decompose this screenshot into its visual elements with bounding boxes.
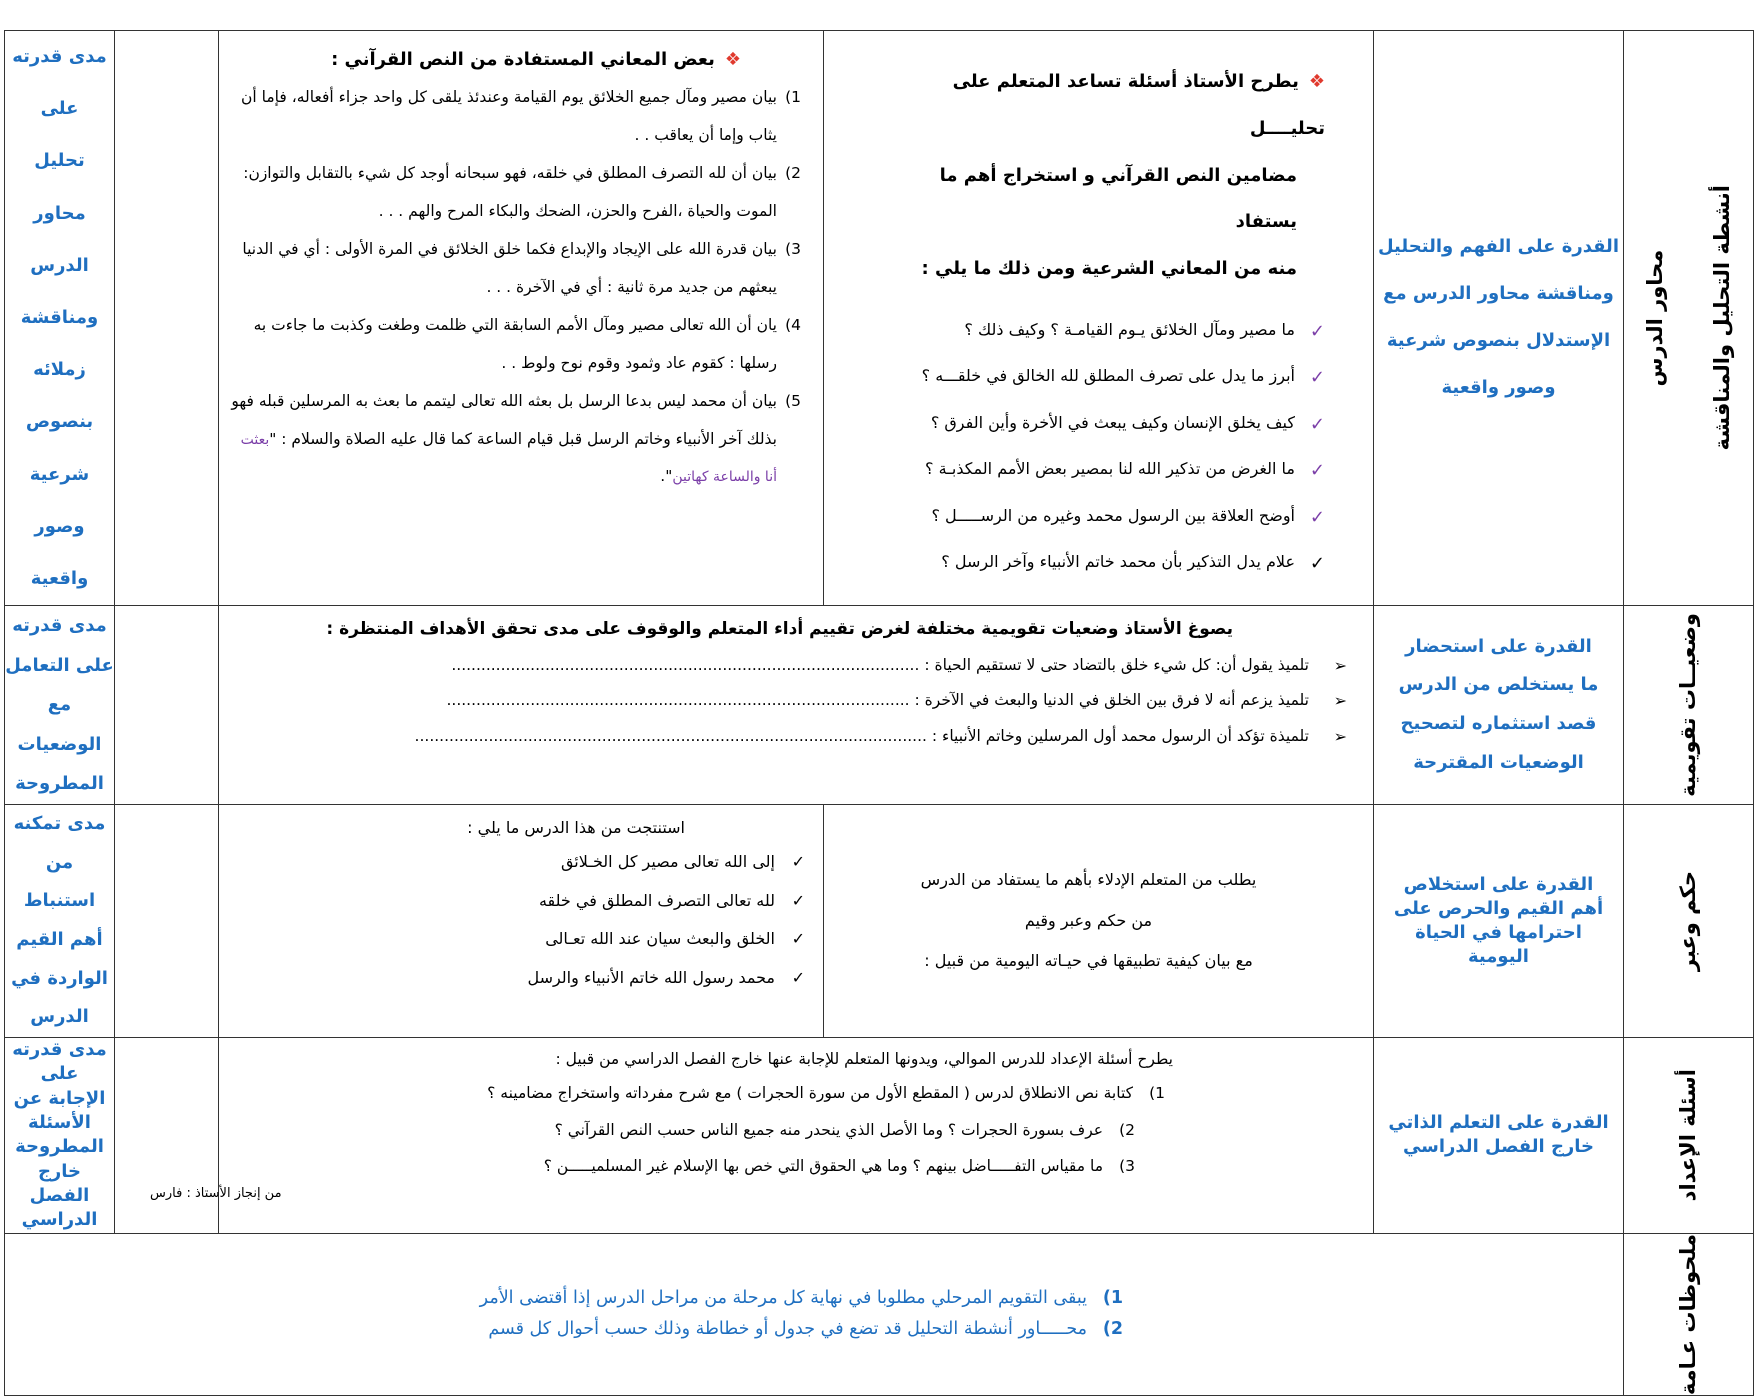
evaluation-line: وصور واقعية: [30, 515, 89, 589]
meaning-item: 2) بيان أن لله التصرف المطلق في خلقه، فهو سبحانه أوجد كل شيء بالتقابل والتوازن: الموت والحياة ،الفرح والحزن، الضحك والبكاء المرح والهم . . .: [243, 163, 801, 220]
meaning-item: 5) بيان أن محمد ليس بدعا الرسل بل بعثه الله تعالى ليتمم ما بعث به المرسلين قبله فهو بذلك آخر الأنبياء وخاتم الرسل قبل قيام الساعة كما قال عليه الصلاة والسلام : "بعثت أنا والساعة كهاتين".: [231, 391, 801, 486]
request-line: مع بيان كيفية تطبيقها في حيـاته اليومية من قبيل :: [924, 951, 1253, 971]
competency-line: ومناقشة محاور الدرس مع: [1383, 283, 1614, 305]
notes-list: [25, 1283, 1123, 1344]
preparation-intro: يطرح أسئلة الإعداد للدرس الموالي، ويدونها المتعلم للإجابة عنها خارج الفصل الدراسي من قبيل :: [555, 1050, 1173, 1069]
competency-line: وصور واقعية: [1441, 376, 1556, 398]
assessment-intro: يصوغ الأستاذ وضعيات تقويمية مختلفة لغرض تقييم أداء المتعلم والوقوف على مدى تحقق الأهداف المنتظرة :: [326, 619, 1233, 640]
wisdom-phase-cell: [1624, 805, 1754, 1038]
evaluation-line: الواردة في الدرس: [11, 967, 108, 1028]
arrow-bullet-icon: ➢: [1333, 727, 1347, 747]
diamond-bullet-icon: ❖: [724, 49, 741, 70]
evaluation-line: استنباط أهم القيم: [16, 890, 103, 951]
assessment-phase-cell: [1624, 606, 1754, 805]
evaluation-line: تحليل محاور الدرس: [30, 150, 89, 276]
evaluation-line: على التعامل مع: [5, 654, 114, 716]
wisdom-empty-cell: [115, 805, 219, 1038]
preparation-phase-cell: [1624, 1038, 1754, 1233]
preparation-phase-label: أسئلة الإعداد: [1676, 1069, 1701, 1202]
competency-line: القدرة على الفهم والتحليل: [1377, 236, 1619, 258]
check-icon: ✓: [791, 852, 805, 872]
wisdom-row: [5, 805, 1754, 1038]
analysis-activity-cell: [824, 31, 1374, 606]
question-item: ✓ علام يدل التذكير بأن محمد خاتم الأنبياء وآخر الرسل ؟: [884, 551, 1325, 573]
analysis-phase-cell: [1624, 31, 1754, 606]
meaning-item: 1) بيان مصير ومآل جميع الخلائق يوم القيامة وعندئذ يلقى كل واحد جزاء أفعاله، فإما أن يثاب وإما أن يعاقب . .: [241, 87, 801, 144]
preparation-row: [5, 1038, 1754, 1233]
wisdom-evaluation-cell: [5, 805, 115, 1038]
preparation-question: 1) كتابة نص الانطلاق لدرس ( المقطع الأول من سورة الحجرات ) مع شرح مفرداته واستخراج مضامينه ؟: [487, 1084, 1165, 1103]
note-item: 1) يبقى التقويم المرحلي مطلوبا في نهاية كل مرحلة من مراحل الدرس إذا أقتضى الأمر: [479, 1288, 1123, 1309]
question-item: ✓ أوضح العلاقة بين الرسول محمد وغيره من الرســـــل ؟: [884, 505, 1325, 527]
wisdom-request-cell: [824, 805, 1374, 1038]
conclusions-list: [219, 843, 815, 997]
evaluation-line: مدى تمكنه من: [13, 813, 106, 873]
assessment-item: ➢ تلميذة تؤكد أن الرسول محمد أول المرسلين وخاتم الأنبياء : ........................................................................................................: [235, 719, 1353, 755]
competency-text: القدرة على استخلاص أهم القيم والحرص على احترامها في الحياة اليومية: [1393, 873, 1604, 968]
analysis-competency-cell: [1374, 31, 1624, 606]
arrow-bullet-icon: ➢: [1333, 691, 1347, 711]
assessment-item: ➢ تلميذ يقول أن: كل شيء خلق بالتضاد حتى لا تستقيم الحياة : ...............................................................................................: [235, 648, 1353, 684]
assessment-activity-cell: [219, 606, 1374, 805]
check-icon: ✓: [1309, 367, 1325, 389]
assessment-row: [5, 606, 1754, 805]
author-footer: من إنجاز الأستاذ : فارس: [150, 1186, 282, 1201]
check-icon: ✓: [791, 890, 805, 910]
conclusion-item: ✓ الخلق والبعث سيان عند الله تعـالى: [219, 920, 815, 958]
competency-line: ما يستخلص من الدرس: [1398, 674, 1599, 696]
notes-phase-cell: [1624, 1233, 1754, 1395]
competency-line: الإستدلال بنصوص شرعية: [1386, 330, 1611, 352]
hadith-quote: بعثت أنا والساعة كهاتين: [240, 431, 777, 486]
evaluation-line: ومناقشة زملائه: [20, 306, 99, 381]
preparation-questions: [239, 1075, 1173, 1184]
intro-line: مضامين النص القرآني و استخراج أهم ما يستفاد: [939, 164, 1297, 233]
check-icon: ✓: [1309, 506, 1325, 528]
competency-text: القدرة على التعلم الذاتي خارج الفصل الدراسي: [1388, 1112, 1609, 1158]
note-item: 2) محـــــاور أنشطة التحليل قد تضع في جدول أو خطاطة وذلك حسب أحوال كل قسم: [488, 1319, 1123, 1340]
preparation-question: 3) ما مقياس التفـــــاضل بينهم ؟ وما هي الحقوق التي خص بها الإسلام غير المسلميـــــن ؟: [543, 1157, 1135, 1175]
evaluation-line: مدى قدرته على: [12, 1039, 107, 1085]
check-icon: ✓: [1309, 320, 1325, 342]
check-icon: ✓: [1309, 413, 1325, 435]
analysis-phase-label: أنشطة التحليل والمناقشة: [1709, 185, 1734, 451]
wisdom-conclusions-cell: [219, 805, 824, 1038]
assessment-evaluation-cell: [5, 606, 115, 805]
arrow-bullet-icon: ➢: [1333, 655, 1347, 675]
notes-content-cell: [5, 1233, 1624, 1395]
assessment-item: ➢ تلميذ يزعم أنه لا فرق بين الخلق في الدنيا والبعث في الآخرة : ..............................................................................................: [235, 683, 1353, 719]
conclusion-item: ✓ إلى الله تعالى مصير كل الخـلائق: [219, 843, 815, 881]
evaluation-line: مدى قدرته: [12, 615, 107, 637]
wisdom-competency-cell: [1374, 805, 1624, 1038]
check-icon: ✓: [1309, 552, 1325, 574]
meaning-item: 3) بيان قدرة الله على الإيجاد والإبداع فكما خلق الخلائق في المرة الأولى : أي في الدنيا يبعثهم من جديد مرة ثانية : أي في الآخرة . . .: [242, 239, 801, 296]
analysis-questions: [884, 319, 1325, 573]
evaluation-line: الوضعيات المطروحة: [15, 733, 104, 795]
notes-phase-label: ملحوظات عـامة: [1676, 1233, 1701, 1395]
request-line: من حكم وعبر وقيم: [1024, 910, 1153, 930]
assessment-items: [235, 648, 1353, 755]
analysis-evaluation-cell: [5, 31, 115, 606]
evaluation-line: الفصل الدراسي: [21, 1184, 98, 1231]
meanings-list: [231, 79, 801, 497]
conclusion-item: ✓ محمد رسول الله خاتم الأنبياء والرسل: [219, 959, 815, 997]
question-item: ✓ ما الغرض من تذكير الله لنا بمصير بعض الأمم المكذبـة ؟: [884, 458, 1325, 480]
assessment-empty-cell: [115, 606, 219, 805]
preparation-question: 2) عرف بسورة الحجرات ؟ وما الأصل الذي ينحدر منه جميع الناس حسب النص القرآني ؟: [554, 1120, 1135, 1139]
preparation-activity-cell: [219, 1038, 1374, 1233]
question-item: ✓ أبرز ما يدل على تصرف المطلق لله الخالق في خلقـــه ؟: [884, 365, 1325, 387]
intro-line: منه من المعاني الشرعية ومن ذلك ما يلي :: [921, 258, 1297, 280]
assessment-competency-cell: [1374, 606, 1624, 805]
question-item: ✓ ما مصير ومآل الخلائق يـوم القيامـة ؟ وكيف ذلك ؟: [884, 319, 1325, 341]
evaluation-line: مدى قدرته على: [12, 46, 107, 120]
wisdom-phase-label: حكم وعبر: [1676, 871, 1701, 972]
analysis-empty-cell: [115, 31, 219, 606]
meanings-title: ❖بعض المعاني المستفادة من النص القرآني :: [331, 49, 741, 70]
preparation-competency-cell: [1374, 1038, 1624, 1233]
question-item: ✓ كيف يخلق الإنسان وكيف يبعث في الأخرة وأين الفرق ؟: [884, 412, 1325, 434]
competency-line: القدرة على استحضار: [1405, 635, 1592, 657]
notes-row: [5, 1233, 1754, 1395]
competency-line: الوضعيات المقترحة: [1413, 751, 1584, 773]
conclusion-title: استنتجت من هذا الدرس ما يلي :: [467, 818, 685, 838]
request-line: يطلب من المتعلم الإدلاء بأهم ما يستفاد من الدرس: [920, 869, 1257, 889]
check-icon: ✓: [1309, 460, 1325, 482]
evaluation-line: المطروحة خارج: [15, 1136, 104, 1182]
preparation-empty-cell: [115, 1038, 219, 1233]
assessment-phase-label: وضعيــات تقويمية: [1676, 613, 1701, 797]
conclusion-item: ✓ لله تعالى التصرف المطلق في خلقه: [219, 882, 815, 920]
diamond-bullet-icon: ❖: [1308, 71, 1325, 92]
analysis-topic-label: محاور الدرس: [1643, 249, 1668, 387]
intro-line: يطرح الأستاذ أسئلة تساعد المتعلم على تحليــــل: [952, 71, 1325, 139]
competency-line: قصد استثماره لتصحيح: [1400, 713, 1597, 735]
check-icon: ✓: [791, 929, 805, 949]
analysis-meanings-cell: [219, 31, 824, 606]
analysis-intro: [884, 59, 1325, 293]
analysis-row: [5, 31, 1754, 606]
evaluation-line: الإجابة عن الأسئلة: [13, 1087, 106, 1134]
evaluation-line: بنصوص شرعية: [25, 411, 94, 485]
preparation-evaluation-cell: [5, 1038, 115, 1233]
check-icon: ✓: [791, 967, 805, 987]
meaning-item: 4) يان أن الله تعالى مصير ومآل الأمم السابقة التي ظلمت وطغت وكذبت ما جاءت به رسلها : كقوم عاد وثمود وقوم نوح ولوط . .: [253, 315, 801, 372]
